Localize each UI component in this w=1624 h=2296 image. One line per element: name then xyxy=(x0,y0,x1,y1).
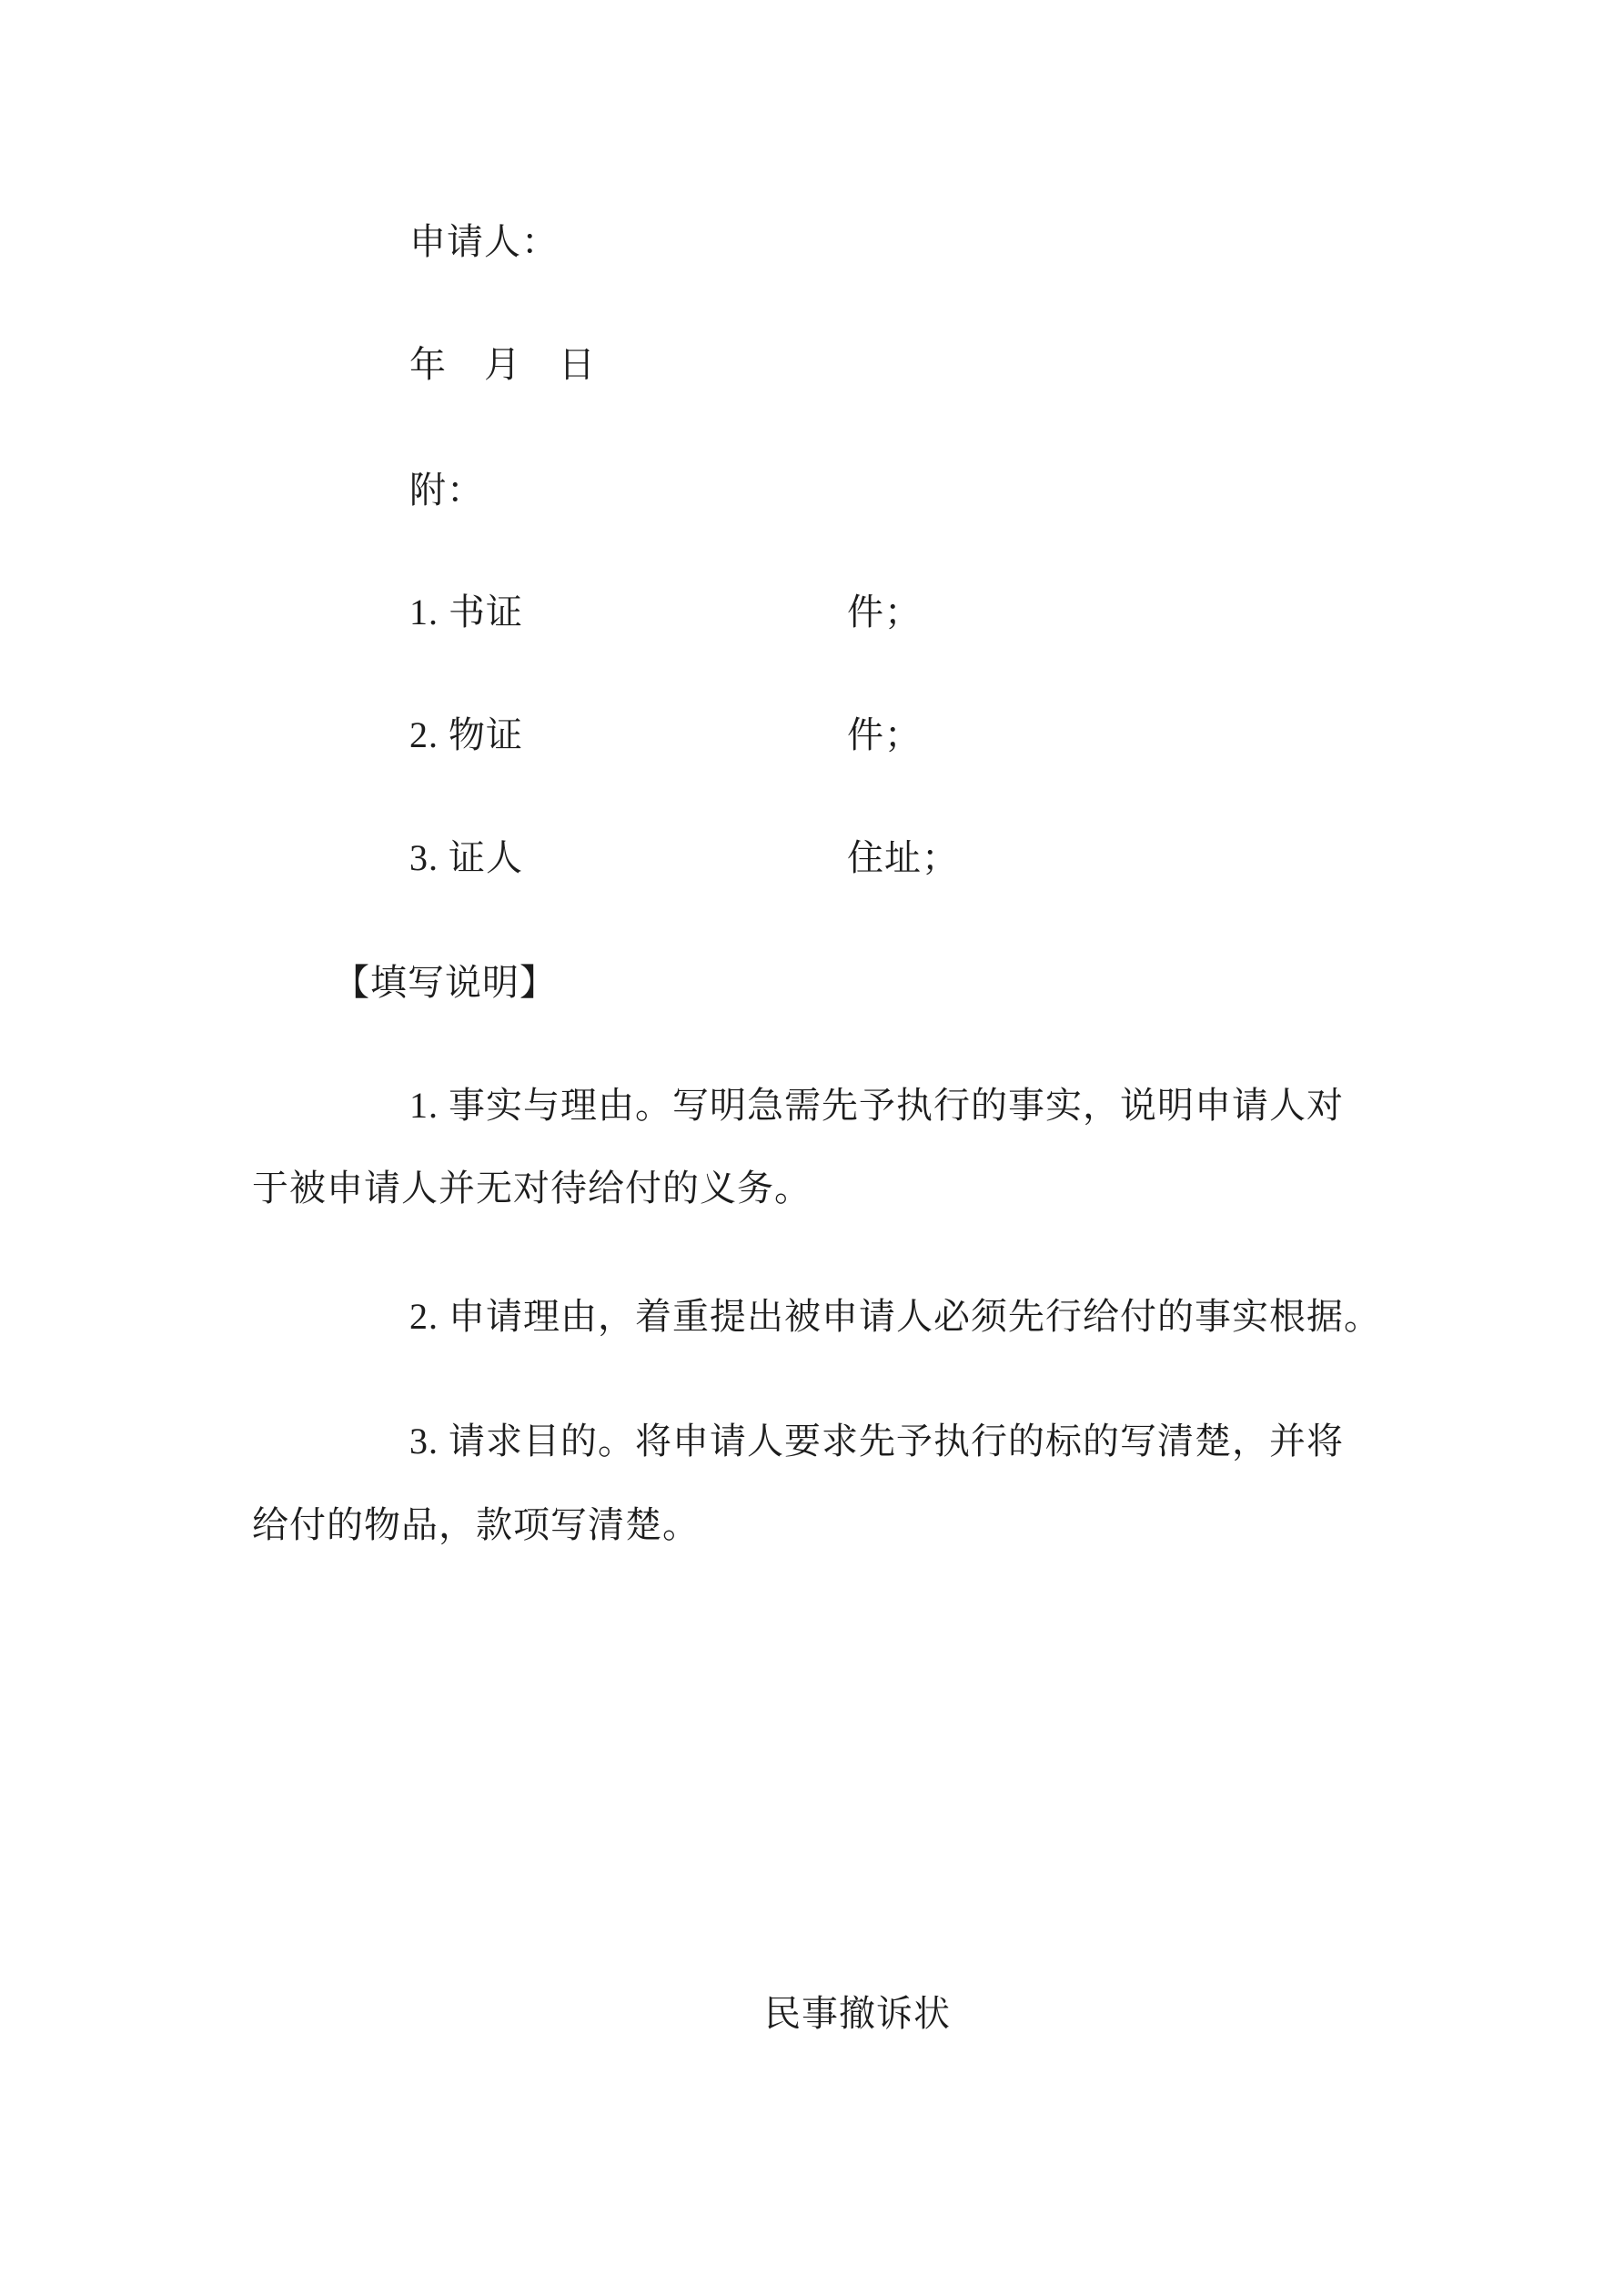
attachment-item-suffix: 件； xyxy=(847,592,922,632)
attachment-item-suffix: 件； xyxy=(847,714,922,755)
instruction-paragraph-2-line-1: 2. 申请理由，着重提出被申请人必须先行给付的事实根据。 xyxy=(409,1296,1381,1337)
attachments-heading: 附： xyxy=(409,470,484,511)
instruction-paragraph-3-line-2: 给付的物品，款项写清楚。 xyxy=(252,1504,700,1545)
attachment-item-suffix: 住址； xyxy=(847,837,959,878)
date-line: 年 月 日 xyxy=(409,344,596,385)
instruction-paragraph-3-line-1: 3. 请求目的。将申请人要求先予执行的标的写清楚，并将 xyxy=(409,1421,1344,1462)
next-document-title: 民事撤诉状 xyxy=(764,1993,951,2034)
applicant-signature-label: 申请人： xyxy=(409,221,559,262)
instruction-paragraph-1-line-2: 于被申请人并无对待给付的义务。 xyxy=(252,1168,812,1209)
instructions-heading: 【填写说明】 xyxy=(333,962,557,1003)
attachment-item-label: 2. 物证 xyxy=(409,714,523,755)
attachment-item-label: 3. 证人 xyxy=(409,837,523,878)
attachment-item-label: 1. 书证 xyxy=(409,592,523,632)
instruction-paragraph-1-line-1: 1. 事实与理由。写明急需先予执行的事实，说明申请人对 xyxy=(409,1085,1344,1126)
